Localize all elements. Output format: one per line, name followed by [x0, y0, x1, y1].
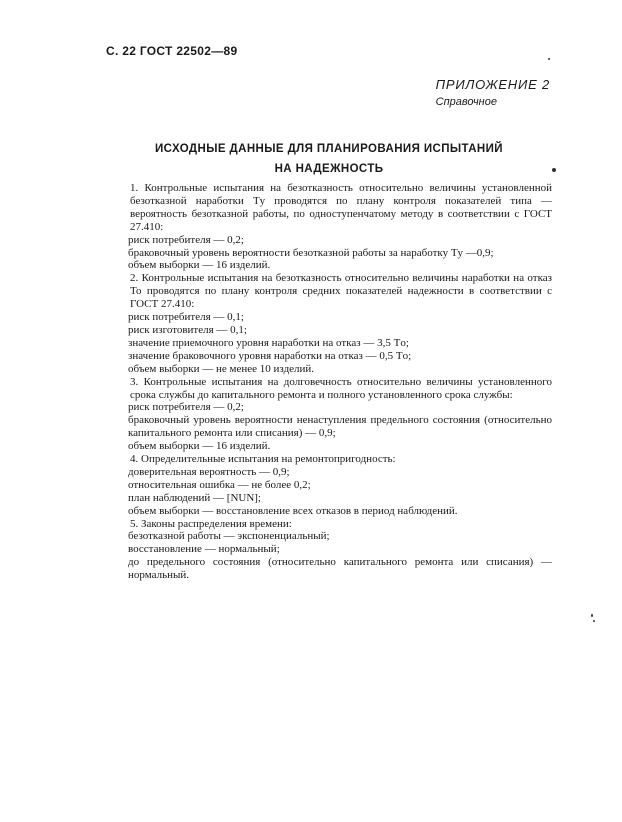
section-3-item: браковочный уровень вероятности ненаступления предельного состояния (относительно капитального ремонта или списания) — 0,9; [128, 414, 552, 440]
section-1-item: объем выборки — 16 изделий. [128, 259, 271, 272]
section-5-item: восстановление — нормальный; [128, 543, 280, 556]
section-4-intro: 4. Определительные испытания на ремонтопригодность: [130, 453, 396, 466]
section-3-item: объем выборки — 16 изделий. [128, 440, 271, 453]
section-4-item: план наблюдений — [NUN]; [128, 491, 261, 504]
section-3-item: риск потребителя — 0,2; [128, 401, 244, 414]
section-2-item: риск потребителя — 0,1; [128, 311, 244, 324]
section-3-intro: 3. Контрольные испытания на долговечность относительно величины установленного срока службы до капитального ремонта и полного установленного срока службы: [130, 375, 552, 401]
section-4-item: относительная ошибка — не более 0,2; [128, 478, 311, 491]
section-2-item: значение браковочного уровня наработки на отказ — 0,5 Tо; [128, 349, 412, 362]
appendix-subtitle: Справочное [435, 96, 497, 108]
section-2-item: риск изготовителя — 0,1; [128, 323, 247, 336]
title-line-2: НА НАДЕЖНОСТЬ [274, 163, 384, 175]
section-2-item: объем выборки — не менее 10 изделий. [128, 362, 315, 375]
section-1-intro: 1. Контрольные испытания на безотказность относительно величины установленной безотказной наработки Tу проводятся по плану контроля показателей типа — вероятность безотказной работы, по одноступенчатому методу в соответствии с ГОСТ 27.410: [130, 182, 552, 233]
section-2-intro: 2. Контрольные испытания на безотказность относительно величины наработки на отказ To проводятся по плану контроля средних показателей надежности в соответствии с ГОСТ 27.410: [130, 272, 552, 311]
section-4-item: доверительная вероятность — 0,9; [128, 465, 290, 478]
title-line-1: ИСХОДНЫЕ ДАННЫЕ ДЛЯ ПЛАНИРОВАНИЯ ИСПЫТАНИЙ [155, 143, 503, 155]
scan-speck [548, 58, 550, 60]
section-1-item: риск потребителя — 0,2; [128, 233, 244, 246]
section-2-item: значение приемочного уровня наработки на отказ — 3,5 Tо; [128, 336, 409, 349]
page-header: С. 22 ГОСТ 22502—89 [106, 44, 238, 58]
document-title [106, 139, 552, 179]
section-5-intro: 5. Законы распределения времени: [130, 517, 292, 530]
scan-speck [593, 620, 595, 622]
section-4-item: объем выборки — восстановление всех отказов в период наблюдений. [128, 504, 458, 517]
document-body [106, 182, 552, 582]
appendix-label [436, 77, 550, 108]
appendix-title: ПРИЛОЖЕНИЕ 2 [435, 77, 550, 92]
section-5-item: безотказной работы — экспоненциальный; [128, 530, 330, 543]
scan-speck [591, 614, 593, 617]
section-1-item: браковочный уровень вероятности безотказной работы за наработку Tу —0,9; [128, 246, 494, 259]
section-5-item: до предельного состояния (относительно капитального ремонта или списания) — нормальный. [128, 556, 552, 582]
scan-speck [552, 168, 556, 172]
